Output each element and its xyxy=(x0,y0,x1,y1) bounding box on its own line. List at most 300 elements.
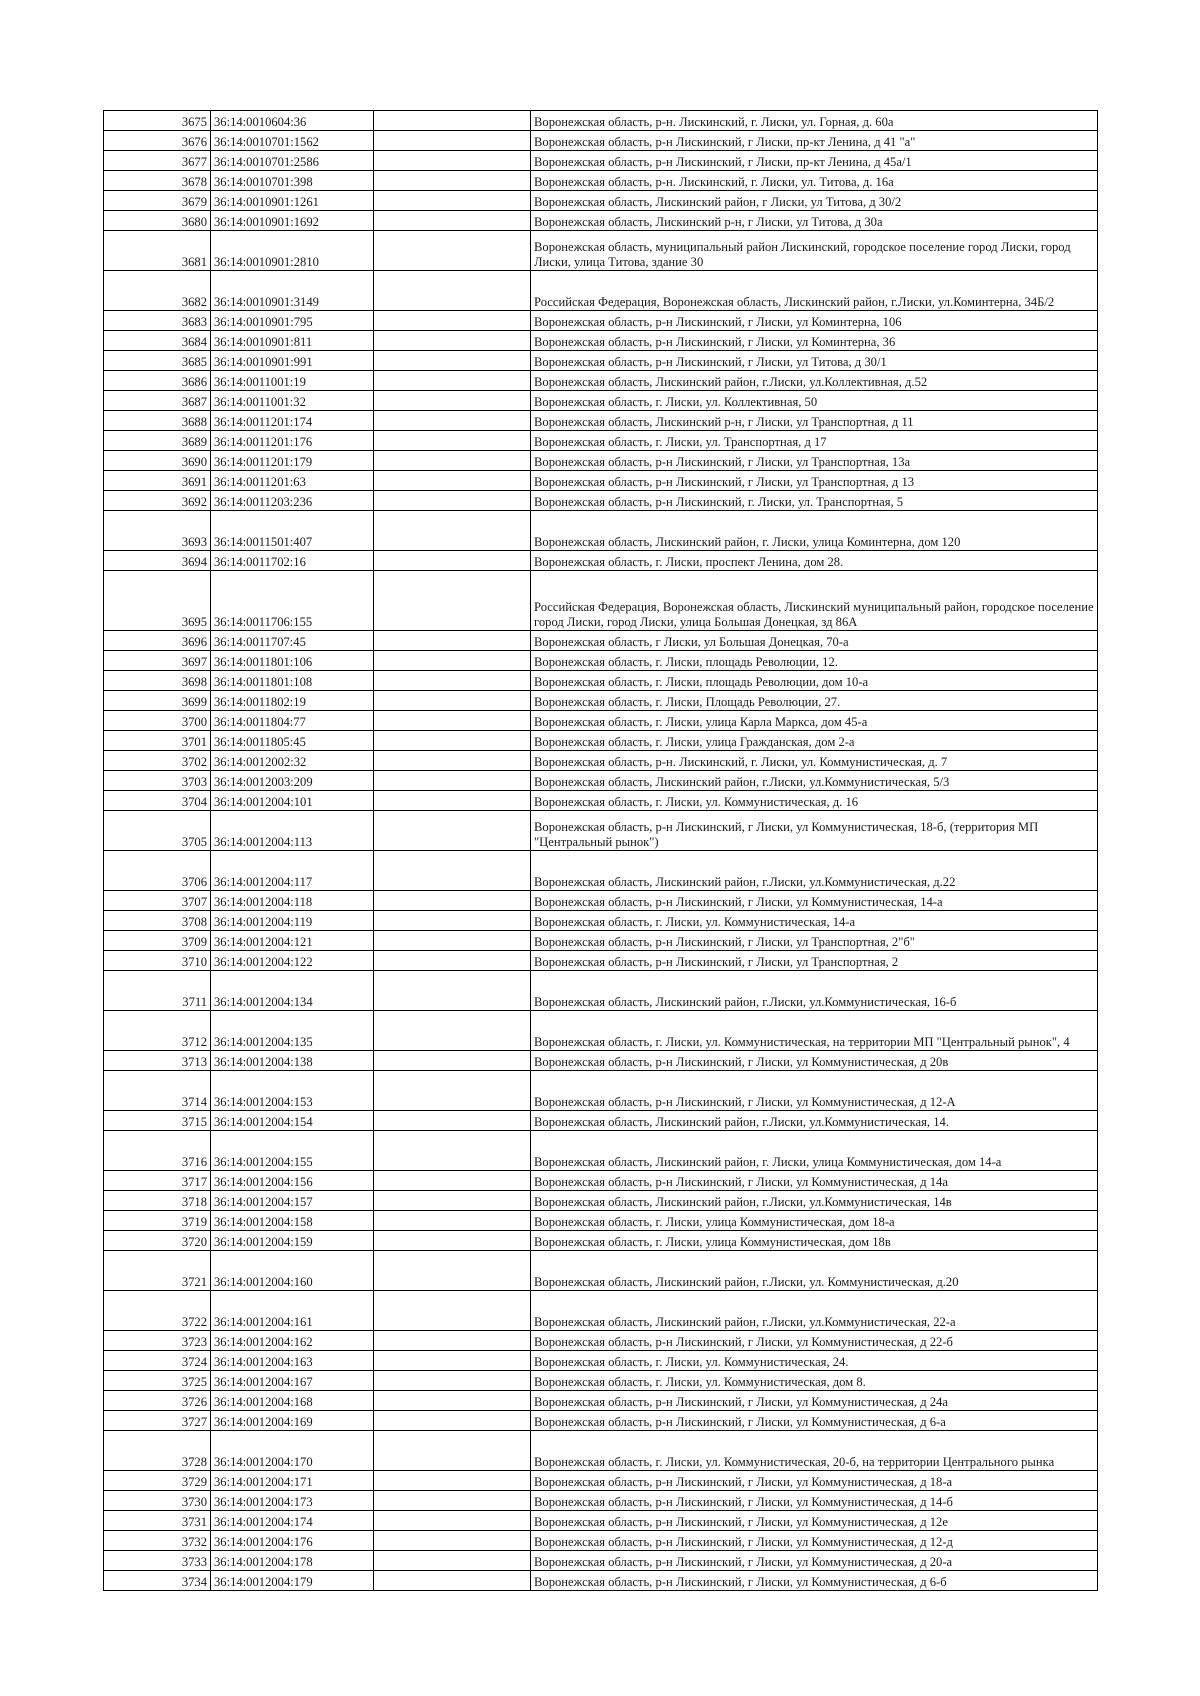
address-cell: Воронежская область, р-н Лискинский, г Лиски, ул Титова, д 30/1 xyxy=(531,351,1098,371)
empty-cell xyxy=(374,1431,531,1471)
table-row xyxy=(104,171,1098,191)
cadastral-number-cell: 36:14:0010901:811 xyxy=(211,331,374,351)
cadastral-number-cell: 36:14:0011702:16 xyxy=(211,551,374,571)
empty-cell xyxy=(374,1531,531,1551)
empty-cell xyxy=(374,151,531,171)
address-cell: Воронежская область, р-н Лискинский, г Лиски, ул Транспортная, 2 xyxy=(531,951,1098,971)
empty-cell xyxy=(374,911,531,931)
row-number-cell: 3719 xyxy=(104,1211,211,1231)
cadastral-table xyxy=(103,110,1098,1591)
row-number-cell: 3698 xyxy=(104,671,211,691)
table-row xyxy=(104,351,1098,371)
table-row xyxy=(104,1491,1098,1511)
address-cell: Воронежская область, р-н Лискинский, г Лиски, ул Транспортная, 13а xyxy=(531,451,1098,471)
row-number-cell: 3681 xyxy=(104,231,211,271)
cadastral-number-cell: 36:14:0012004:169 xyxy=(211,1411,374,1431)
cadastral-number-cell: 36:14:0010901:991 xyxy=(211,351,374,371)
address-cell: Воронежская область, Лискинский район, г. Лиски, улица Коминтерна, дом 120 xyxy=(531,511,1098,551)
address-cell: Воронежская область, Лискинский р-н, г Лиски, ул Титова, д 30а xyxy=(531,211,1098,231)
address-cell: Воронежская область, Лискинский район, г.Лиски, ул. Коммунистическая, д.20 xyxy=(531,1251,1098,1291)
row-number-cell: 3686 xyxy=(104,371,211,391)
address-cell: Воронежская область, г. Лиски, ул. Коммунистическая, 24. xyxy=(531,1351,1098,1371)
cadastral-number-cell: 36:14:0012002:32 xyxy=(211,751,374,771)
table-row xyxy=(104,1111,1098,1131)
address-cell: Воронежская область, р-н Лискинский, г. Лиски, ул. Транспортная, 5 xyxy=(531,491,1098,511)
address-cell: Воронежская область, р-н Лискинский, г Лиски, ул Коммунистическая, д 20-а xyxy=(531,1551,1098,1571)
empty-cell xyxy=(374,371,531,391)
cadastral-number-cell: 36:14:0012004:135 xyxy=(211,1011,374,1051)
table-row xyxy=(104,151,1098,171)
table-row xyxy=(104,1431,1098,1471)
table-row xyxy=(104,411,1098,431)
empty-cell xyxy=(374,771,531,791)
empty-cell xyxy=(374,431,531,451)
cadastral-number-cell: 36:14:0012004:170 xyxy=(211,1431,374,1471)
address-cell: Воронежская область, р-н Лискинский, г Лиски, ул Коммунистическая, д 18-а xyxy=(531,1471,1098,1491)
table-row xyxy=(104,1411,1098,1431)
table-row xyxy=(104,551,1098,571)
row-number-cell: 3727 xyxy=(104,1411,211,1431)
address-cell: Воронежская область, муниципальный район Лискинский, городское поселение город Лиски, город Лиски, улица Титова, здание 30 xyxy=(531,231,1098,271)
table-row xyxy=(104,1331,1098,1351)
address-cell: Воронежская область, р-н Лискинский, г Лиски, ул Коминтерна, 106 xyxy=(531,311,1098,331)
cadastral-number-cell: 36:14:0012004:161 xyxy=(211,1291,374,1331)
address-cell: Воронежская область, Лискинский район, г.Лиски, ул.Коммунистическая, 14в xyxy=(531,1191,1098,1211)
cadastral-number-cell: 36:14:0011801:108 xyxy=(211,671,374,691)
table-row xyxy=(104,1011,1098,1051)
empty-cell xyxy=(374,1251,531,1291)
table-row xyxy=(104,231,1098,271)
table-row xyxy=(104,1171,1098,1191)
empty-cell xyxy=(374,951,531,971)
empty-cell xyxy=(374,311,531,331)
address-cell: Воронежская область, р-н. Лискинский, г. Лиски, ул. Горная, д. 60а xyxy=(531,111,1098,131)
table-row xyxy=(104,451,1098,471)
table-row xyxy=(104,1471,1098,1491)
empty-cell xyxy=(374,1011,531,1051)
empty-cell xyxy=(374,471,531,491)
table-row xyxy=(104,431,1098,451)
cadastral-number-cell: 36:14:0010901:1692 xyxy=(211,211,374,231)
empty-cell xyxy=(374,271,531,311)
empty-cell xyxy=(374,1411,531,1431)
row-number-cell: 3692 xyxy=(104,491,211,511)
row-number-cell: 3733 xyxy=(104,1551,211,1571)
empty-cell xyxy=(374,331,531,351)
table-row xyxy=(104,1571,1098,1591)
table-row xyxy=(104,491,1098,511)
empty-cell xyxy=(374,671,531,691)
cadastral-number-cell: 36:14:0012004:119 xyxy=(211,911,374,931)
row-number-cell: 3697 xyxy=(104,651,211,671)
row-number-cell: 3714 xyxy=(104,1071,211,1111)
address-cell: Воронежская область, г Лиски, ул Большая Донецкая, 70-а xyxy=(531,631,1098,651)
cadastral-number-cell: 36:14:0011203:236 xyxy=(211,491,374,511)
empty-cell xyxy=(374,1551,531,1571)
row-number-cell: 3721 xyxy=(104,1251,211,1291)
row-number-cell: 3710 xyxy=(104,951,211,971)
empty-cell xyxy=(374,1051,531,1071)
cadastral-number-cell: 36:14:0012004:178 xyxy=(211,1551,374,1571)
row-number-cell: 3709 xyxy=(104,931,211,951)
cadastral-number-cell: 36:14:0012004:162 xyxy=(211,1331,374,1351)
empty-cell xyxy=(374,411,531,431)
row-number-cell: 3693 xyxy=(104,511,211,551)
empty-cell xyxy=(374,391,531,411)
address-cell: Воронежская область, г. Лиски, улица Коммунистическая, дом 18-а xyxy=(531,1211,1098,1231)
cadastral-number-cell: 36:14:0010901:2810 xyxy=(211,231,374,271)
cadastral-number-cell: 36:14:0010901:795 xyxy=(211,311,374,331)
empty-cell xyxy=(374,131,531,151)
address-cell: Воронежская область, г. Лиски, ул. Коммунистическая, на территории МП "Центральный рынок", 4 xyxy=(531,1011,1098,1051)
table-row xyxy=(104,971,1098,1011)
cadastral-number-cell: 36:14:0012004:155 xyxy=(211,1131,374,1171)
address-cell: Воронежская область, г. Лиски, ул. Коммунистическая, 20-б, на территории Центрального рынка xyxy=(531,1431,1098,1471)
table-row xyxy=(104,1251,1098,1291)
table-row xyxy=(104,1211,1098,1231)
cadastral-number-cell: 36:14:0012004:122 xyxy=(211,951,374,971)
empty-cell xyxy=(374,111,531,131)
cadastral-number-cell: 36:14:0010701:1562 xyxy=(211,131,374,151)
address-cell: Воронежская область, р-н Лискинский, г Лиски, ул Транспортная, 2"б" xyxy=(531,931,1098,951)
address-cell: Воронежская область, р-н Лискинский, г Лиски, ул Коммунистическая, 18-б, (территория МП "Центральный рынок") xyxy=(531,811,1098,851)
cadastral-number-cell: 36:14:0012004:171 xyxy=(211,1471,374,1491)
table-row xyxy=(104,1551,1098,1571)
address-cell: Воронежская область, р-н Лискинский, г Лиски, пр-кт Ленина, д 41 "а" xyxy=(531,131,1098,151)
cadastral-number-cell: 36:14:0012004:176 xyxy=(211,1531,374,1551)
row-number-cell: 3675 xyxy=(104,111,211,131)
address-cell: Воронежская область, г. Лиски, площадь Революции, дом 10-а xyxy=(531,671,1098,691)
address-cell: Воронежская область, р-н Лискинский, г Лиски, ул Коммунистическая, д 12-А xyxy=(531,1071,1098,1111)
address-cell: Воронежская область, р-н. Лискинский, г. Лиски, ул. Коммунистическая, д. 7 xyxy=(531,751,1098,771)
address-cell: Воронежская область, г. Лиски, ул. Коммунистическая, д. 16 xyxy=(531,791,1098,811)
cadastral-number-cell: 36:14:0012004:158 xyxy=(211,1211,374,1231)
address-cell: Воронежская область, г. Лиски, ул. Коммунистическая, дом 8. xyxy=(531,1371,1098,1391)
row-number-cell: 3696 xyxy=(104,631,211,651)
table-row xyxy=(104,1051,1098,1071)
address-cell: Воронежская область, г. Лиски, ул. Транспортная, д 17 xyxy=(531,431,1098,451)
empty-cell xyxy=(374,1171,531,1191)
cadastral-number-cell: 36:14:0011201:63 xyxy=(211,471,374,491)
table-row xyxy=(104,331,1098,351)
table-row xyxy=(104,1071,1098,1111)
empty-cell xyxy=(374,231,531,271)
row-number-cell: 3701 xyxy=(104,731,211,751)
address-cell: Воронежская область, Лискинский район, г.Лиски, ул.Коммунистическая, 22-а xyxy=(531,1291,1098,1331)
empty-cell xyxy=(374,651,531,671)
table-row xyxy=(104,811,1098,851)
cadastral-number-cell: 36:14:0010901:3149 xyxy=(211,271,374,311)
address-cell: Воронежская область, р-н Лискинский, г Лиски, пр-кт Ленина, д 45а/1 xyxy=(531,151,1098,171)
address-cell: Воронежская область, г. Лиски, улица Гражданская, дом 2-а xyxy=(531,731,1098,751)
cadastral-number-cell: 36:14:0012004:179 xyxy=(211,1571,374,1591)
address-cell: Воронежская область, р-н Лискинский, г Лиски, ул Коммунистическая, д 12-д xyxy=(531,1531,1098,1551)
table-row xyxy=(104,1371,1098,1391)
cadastral-number-cell: 36:14:0010604:36 xyxy=(211,111,374,131)
address-cell: Воронежская область, р-н Лискинский, г Лиски, ул Коммунистическая, д 12е xyxy=(531,1511,1098,1531)
table-row xyxy=(104,1131,1098,1171)
table-row xyxy=(104,851,1098,891)
table-row xyxy=(104,511,1098,551)
empty-cell xyxy=(374,631,531,651)
empty-cell xyxy=(374,791,531,811)
row-number-cell: 3734 xyxy=(104,1571,211,1591)
cadastral-number-cell: 36:14:0012004:138 xyxy=(211,1051,374,1071)
address-cell: Воронежская область, г. Лиски, Площадь Революции, 27. xyxy=(531,691,1098,711)
empty-cell xyxy=(374,211,531,231)
cadastral-number-cell: 36:14:0012004:159 xyxy=(211,1231,374,1251)
row-number-cell: 3683 xyxy=(104,311,211,331)
cadastral-number-cell: 36:14:0012004:163 xyxy=(211,1351,374,1371)
table-row xyxy=(104,771,1098,791)
row-number-cell: 3699 xyxy=(104,691,211,711)
row-number-cell: 3723 xyxy=(104,1331,211,1351)
cadastral-number-cell: 36:14:0012004:118 xyxy=(211,891,374,911)
empty-cell xyxy=(374,731,531,751)
cadastral-number-cell: 36:14:0011201:176 xyxy=(211,431,374,451)
empty-cell xyxy=(374,1071,531,1111)
cadastral-number-cell: 36:14:0011001:19 xyxy=(211,371,374,391)
cadastral-number-cell: 36:14:0011201:174 xyxy=(211,411,374,431)
row-number-cell: 3725 xyxy=(104,1371,211,1391)
table-row xyxy=(104,671,1098,691)
cadastral-number-cell: 36:14:0011707:45 xyxy=(211,631,374,651)
row-number-cell: 3680 xyxy=(104,211,211,231)
cadastral-number-cell: 36:14:0012004:173 xyxy=(211,1491,374,1511)
table-row xyxy=(104,1531,1098,1551)
address-cell: Воронежская область, р-н Лискинский, г Лиски, ул Коммунистическая, 14-а xyxy=(531,891,1098,911)
row-number-cell: 3694 xyxy=(104,551,211,571)
row-number-cell: 3712 xyxy=(104,1011,211,1051)
row-number-cell: 3690 xyxy=(104,451,211,471)
row-number-cell: 3677 xyxy=(104,151,211,171)
row-number-cell: 3716 xyxy=(104,1131,211,1171)
table-row xyxy=(104,191,1098,211)
cadastral-number-cell: 36:14:0012004:117 xyxy=(211,851,374,891)
row-number-cell: 3703 xyxy=(104,771,211,791)
table-row xyxy=(104,791,1098,811)
empty-cell xyxy=(374,1131,531,1171)
cadastral-number-cell: 36:14:0012004:157 xyxy=(211,1191,374,1211)
row-number-cell: 3713 xyxy=(104,1051,211,1071)
table-row xyxy=(104,271,1098,311)
table-row xyxy=(104,371,1098,391)
row-number-cell: 3717 xyxy=(104,1171,211,1191)
cadastral-number-cell: 36:14:0012004:167 xyxy=(211,1371,374,1391)
empty-cell xyxy=(374,1331,531,1351)
row-number-cell: 3695 xyxy=(104,571,211,631)
row-number-cell: 3718 xyxy=(104,1191,211,1211)
address-cell: Воронежская область, Лискинский район, г.Лиски, ул.Коммунистическая, 16-б xyxy=(531,971,1098,1011)
row-number-cell: 3720 xyxy=(104,1231,211,1251)
row-number-cell: 3679 xyxy=(104,191,211,211)
address-cell: Российская Федерация, Воронежская область, Лискинский район, г.Лиски, ул.Коминтерна, 34Б/2 xyxy=(531,271,1098,311)
row-number-cell: 3731 xyxy=(104,1511,211,1531)
empty-cell xyxy=(374,691,531,711)
row-number-cell: 3676 xyxy=(104,131,211,151)
row-number-cell: 3728 xyxy=(104,1431,211,1471)
empty-cell xyxy=(374,1111,531,1131)
cadastral-number-cell: 36:14:0011001:32 xyxy=(211,391,374,411)
table-row xyxy=(104,311,1098,331)
cadastral-number-cell: 36:14:0012004:160 xyxy=(211,1251,374,1291)
row-number-cell: 3704 xyxy=(104,791,211,811)
empty-cell xyxy=(374,1371,531,1391)
table-row xyxy=(104,1391,1098,1411)
empty-cell xyxy=(374,1391,531,1411)
row-number-cell: 3685 xyxy=(104,351,211,371)
row-number-cell: 3730 xyxy=(104,1491,211,1511)
cadastral-number-cell: 36:14:0012004:168 xyxy=(211,1391,374,1411)
row-number-cell: 3732 xyxy=(104,1531,211,1551)
address-cell: Воронежская область, р-н Лискинский, г Лиски, ул Коммунистическая, д 6-а xyxy=(531,1411,1098,1431)
empty-cell xyxy=(374,491,531,511)
empty-cell xyxy=(374,1471,531,1491)
cadastral-number-cell: 36:14:0011804:77 xyxy=(211,711,374,731)
address-cell: Воронежская область, Лискинский район, г.Лиски, ул.Коммунистическая, д.22 xyxy=(531,851,1098,891)
address-cell: Воронежская область, р-н Лискинский, г Лиски, ул Коммунистическая, д 6-б xyxy=(531,1571,1098,1591)
address-cell: Воронежская область, г. Лиски, проспект Ленина, дом 28. xyxy=(531,551,1098,571)
cadastral-number-cell: 36:14:0010901:1261 xyxy=(211,191,374,211)
address-cell: Воронежская область, Лискинский район, г.Лиски, ул.Коллективная, д.52 xyxy=(531,371,1098,391)
empty-cell xyxy=(374,1231,531,1251)
address-cell: Воронежская область, р-н Лискинский, г Лиски, ул Коммунистическая, д 22-б xyxy=(531,1331,1098,1351)
table-row xyxy=(104,631,1098,651)
cadastral-number-cell: 36:14:0012004:134 xyxy=(211,971,374,1011)
cadastral-number-cell: 36:14:0012004:121 xyxy=(211,931,374,951)
row-number-cell: 3707 xyxy=(104,891,211,911)
cadastral-number-cell: 36:14:0011805:45 xyxy=(211,731,374,751)
address-cell: Воронежская область, р-н Лискинский, г Лиски, ул Транспортная, д 13 xyxy=(531,471,1098,491)
table-row xyxy=(104,131,1098,151)
table-row xyxy=(104,711,1098,731)
row-number-cell: 3726 xyxy=(104,1391,211,1411)
cadastral-number-cell: 36:14:0010701:2586 xyxy=(211,151,374,171)
table-row xyxy=(104,751,1098,771)
row-number-cell: 3705 xyxy=(104,811,211,851)
table-row xyxy=(104,1511,1098,1531)
empty-cell xyxy=(374,1291,531,1331)
empty-cell xyxy=(374,1351,531,1371)
table-row xyxy=(104,111,1098,131)
table-body xyxy=(104,111,1098,1591)
address-cell: Воронежская область, р-н Лискинский, г Лиски, ул Коммунистическая, д 24а xyxy=(531,1391,1098,1411)
empty-cell xyxy=(374,451,531,471)
row-number-cell: 3711 xyxy=(104,971,211,1011)
cadastral-number-cell: 36:14:0012003:209 xyxy=(211,771,374,791)
cadastral-number-cell: 36:14:0012004:154 xyxy=(211,1111,374,1131)
address-cell: Воронежская область, Лискинский район, г.Лиски, ул.Коммунистическая, 14. xyxy=(531,1111,1098,1131)
row-number-cell: 3702 xyxy=(104,751,211,771)
empty-cell xyxy=(374,751,531,771)
table-row xyxy=(104,471,1098,491)
empty-cell xyxy=(374,851,531,891)
empty-cell xyxy=(374,971,531,1011)
table-row xyxy=(104,391,1098,411)
cadastral-number-cell: 36:14:0012004:174 xyxy=(211,1511,374,1531)
address-cell: Воронежская область, г. Лиски, улица Карла Маркса, дом 45-а xyxy=(531,711,1098,731)
cadastral-number-cell: 36:14:0011801:106 xyxy=(211,651,374,671)
cadastral-number-cell: 36:14:0012004:113 xyxy=(211,811,374,851)
address-cell: Воронежская область, р-н Лискинский, г Лиски, ул Коммунистическая, д 14-б xyxy=(531,1491,1098,1511)
address-cell: Воронежская область, г. Лиски, улица Коммунистическая, дом 18в xyxy=(531,1231,1098,1251)
table-row xyxy=(104,731,1098,751)
row-number-cell: 3715 xyxy=(104,1111,211,1131)
empty-cell xyxy=(374,811,531,851)
table-row xyxy=(104,1231,1098,1251)
row-number-cell: 3691 xyxy=(104,471,211,491)
row-number-cell: 3678 xyxy=(104,171,211,191)
table-row xyxy=(104,1291,1098,1331)
cadastral-number-cell: 36:14:0010701:398 xyxy=(211,171,374,191)
address-cell: Воронежская область, г. Лиски, площадь Революции, 12. xyxy=(531,651,1098,671)
table-row xyxy=(104,1191,1098,1211)
address-cell: Воронежская область, р-н Лискинский, г Лиски, ул Коммунистическая, д 14а xyxy=(531,1171,1098,1191)
row-number-cell: 3729 xyxy=(104,1471,211,1491)
empty-cell xyxy=(374,571,531,631)
row-number-cell: 3688 xyxy=(104,411,211,431)
table-row xyxy=(104,211,1098,231)
cadastral-number-cell: 36:14:0011802:19 xyxy=(211,691,374,711)
table-row xyxy=(104,911,1098,931)
table-row xyxy=(104,891,1098,911)
row-number-cell: 3684 xyxy=(104,331,211,351)
table-row xyxy=(104,951,1098,971)
address-cell: Воронежская область, г. Лиски, ул. Коммунистическая, 14-а xyxy=(531,911,1098,931)
empty-cell xyxy=(374,1191,531,1211)
table-row xyxy=(104,1351,1098,1371)
table-row xyxy=(104,931,1098,951)
address-cell: Воронежская область, Лискинский р-н, г Лиски, ул Транспортная, д 11 xyxy=(531,411,1098,431)
row-number-cell: 3724 xyxy=(104,1351,211,1371)
cadastral-number-cell: 36:14:0012004:101 xyxy=(211,791,374,811)
row-number-cell: 3700 xyxy=(104,711,211,731)
empty-cell xyxy=(374,511,531,551)
table-row xyxy=(104,651,1098,671)
empty-cell xyxy=(374,191,531,211)
table-row xyxy=(104,691,1098,711)
address-cell: Воронежская область, Лискинский район, г. Лиски, улица Коммунистическая, дом 14-а xyxy=(531,1131,1098,1171)
address-cell: Воронежская область, Лискинский район, г.Лиски, ул.Коммунистическая, 5/3 xyxy=(531,771,1098,791)
address-cell: Воронежская область, р-н Лискинский, г Лиски, ул Коммунистическая, д 20в xyxy=(531,1051,1098,1071)
row-number-cell: 3708 xyxy=(104,911,211,931)
empty-cell xyxy=(374,551,531,571)
address-cell: Воронежская область, Лискинский район, г Лиски, ул Титова, д 30/2 xyxy=(531,191,1098,211)
row-number-cell: 3682 xyxy=(104,271,211,311)
row-number-cell: 3722 xyxy=(104,1291,211,1331)
row-number-cell: 3687 xyxy=(104,391,211,411)
row-number-cell: 3689 xyxy=(104,431,211,451)
empty-cell xyxy=(374,1211,531,1231)
address-cell: Воронежская область, р-н Лискинский, г Лиски, ул Коминтерна, 36 xyxy=(531,331,1098,351)
empty-cell xyxy=(374,1511,531,1531)
address-cell: Воронежская область, г. Лиски, ул. Коллективная, 50 xyxy=(531,391,1098,411)
empty-cell xyxy=(374,711,531,731)
cadastral-number-cell: 36:14:0011706:155 xyxy=(211,571,374,631)
cadastral-number-cell: 36:14:0011501:407 xyxy=(211,511,374,551)
cadastral-number-cell: 36:14:0012004:153 xyxy=(211,1071,374,1111)
empty-cell xyxy=(374,171,531,191)
empty-cell xyxy=(374,1491,531,1511)
cadastral-number-cell: 36:14:0012004:156 xyxy=(211,1171,374,1191)
empty-cell xyxy=(374,351,531,371)
empty-cell xyxy=(374,891,531,911)
empty-cell xyxy=(374,931,531,951)
table-row xyxy=(104,571,1098,631)
cadastral-number-cell: 36:14:0011201:179 xyxy=(211,451,374,471)
address-cell: Российская Федерация, Воронежская область, Лискинский муниципальный район, городское поселение город Лиски, город Лиски, улица Большая Донецкая, зд 86А xyxy=(531,571,1098,631)
row-number-cell: 3706 xyxy=(104,851,211,891)
